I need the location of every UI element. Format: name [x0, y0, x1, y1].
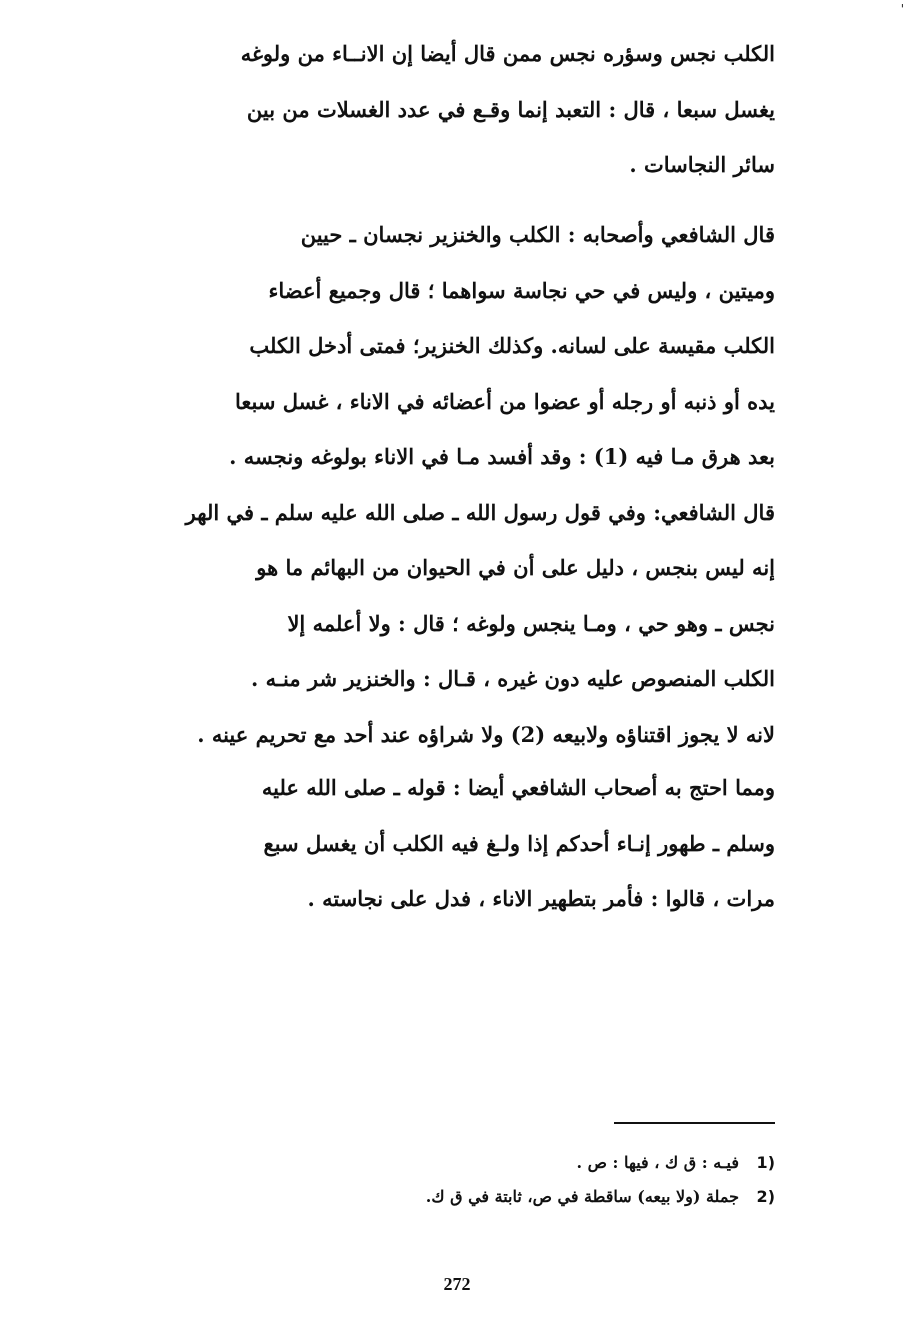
text-line: وسلم ـ طهور إنـاء أحدكم إذا ولـغ فيه الكلب أن يغسل سبع — [263, 830, 775, 856]
text-line: يغسل سبعا ، قال : التعبد إنما وقـع في عدد الغسلات من بين — [246, 96, 775, 122]
corner-mark: ' — [900, 2, 904, 16]
paragraph-2 — [125, 207, 775, 762]
footnote-number: (1 — [756, 1153, 775, 1172]
page-number: 272 — [443, 1274, 471, 1294]
text-line: ومما احتج به أصحاب الشافعي أيضا : قوله ـ صلى الله عليه — [261, 775, 775, 800]
text-line: قال الشافعي وأصحابه : الكلب والخنزير نجسان ـ حيين — [300, 222, 775, 247]
text-line: الكلب مقيسة على لسانه. وكذلك الخنزير؛ فمتى أدخل الكلب — [249, 333, 775, 358]
text-line: الكلب المنصوص عليه دون غيره ، قـال : والخنزير شر منـه . — [250, 666, 775, 691]
text-line: قال الشافعي: وفي قول رسول الله ـ صلى الله عليه سلم ـ في الهر — [185, 499, 775, 525]
footnote-2 — [270, 1180, 775, 1214]
text-line: الكلب نجس وسؤره نجس ممن قال أيضا إن الانــاء من ولوغه — [240, 41, 775, 66]
text-line: وميتين ، وليس في حي نجاسة سواهما ؛ قال وجميع أعضاء — [268, 277, 775, 303]
text-line: مرات ، قالوا : فأمر بتطهير الاناء ، فدل على نجاسته . — [307, 886, 775, 911]
footnote-text: جملة (ولا بيعه) ساقطة في ص، ثابتة في ق ك. — [425, 1187, 739, 1206]
footnote-text: فيـه : ق ك ، فيها : ص . — [576, 1153, 739, 1172]
text-line: يده أو ذنبه أو رجله أو عضوا من أعضائه في الاناء ، غسل سبعا — [234, 388, 775, 414]
footnotes — [270, 1146, 775, 1214]
text-line: سائر النجاسات . — [629, 152, 775, 177]
footnote-divider — [614, 1122, 775, 1124]
footnote-number: (2 — [756, 1187, 775, 1206]
text-line: لانه لا يجوز اقتناؤه ولابيعه (2) ولا شراؤه عند أحد مع تحريم عينه . — [197, 721, 775, 747]
text-line: بعد هرق مـا فيه (1) : وقد أفسد مـا في الاناء بولوغه ونجسه . — [229, 444, 775, 469]
paragraph-1 — [125, 26, 775, 193]
footnote-1 — [270, 1146, 775, 1180]
text-line: نجس ـ وهو حي ، ومـا ينجس ولوغه ؛ قال : ولا أعلمه إلا — [287, 610, 775, 636]
text-line: إنه ليس بنجس ، دليل على أن في الحيوان من البهائم ما هو — [256, 555, 775, 580]
paragraph-3 — [125, 760, 775, 927]
